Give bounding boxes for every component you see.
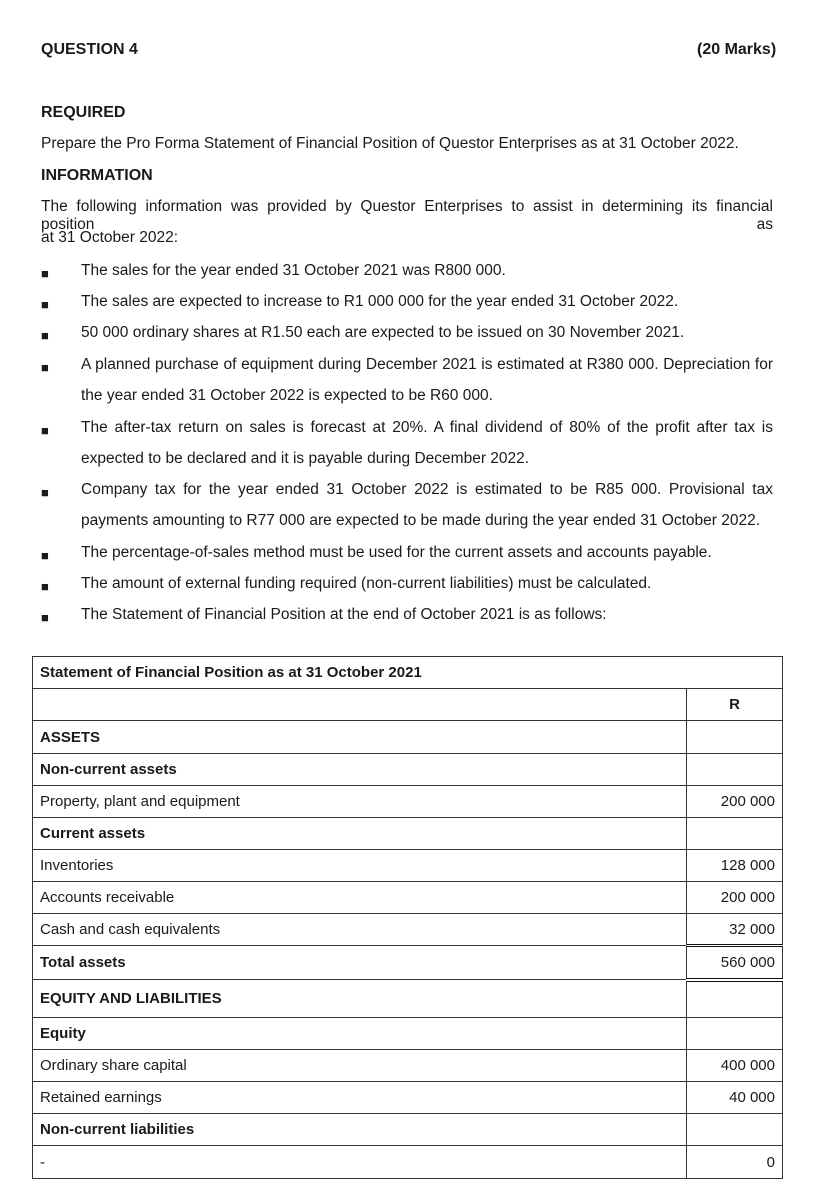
table-row [33,914,783,946]
table-row [33,1082,783,1114]
table-row [33,1114,783,1146]
header-label-cell [33,689,687,721]
bullet-icon: ■ [41,297,49,312]
row-value [687,754,783,786]
question-number: QUESTION 4 [41,41,138,58]
row-label: Inventories [33,850,687,882]
table-row [33,721,783,754]
row-label: EQUITY AND LIABILITIES [33,980,687,1018]
bullet-item: Company tax for the year ended 31 October 2022 is estimated to be R85 000. Provisional tax payments amounting to R77 000 are expected to be made during the year ended 31 October 2022. [81,481,773,529]
row-value: 560 000 [687,946,783,980]
bullet-item: The percentage-of-sales method must be used for the current assets and accounts payable. [81,544,712,561]
table-row [33,850,783,882]
bullet-item: The sales are expected to increase to R1 000 000 for the year ended 31 October 2022. [81,293,679,310]
row-label: Non-current liabilities [33,1114,687,1146]
table-row [33,1018,783,1050]
marks-label: (20 Marks) [697,41,777,58]
row-value: 0 [687,1146,783,1179]
bullet-item: The amount of external funding required (non-current liabilities) must be calculated. [81,575,652,592]
bullet-item: 50 000 ordinary shares at R1.50 each are expected to be issued on 30 November 2021. [81,324,685,341]
financial-position-table [32,656,783,1179]
bullet-icon: ■ [41,328,49,343]
table-row [33,980,783,1018]
row-label: Cash and cash equivalents [33,914,687,946]
table-row [33,1050,783,1082]
required-text: Prepare the Pro Forma Statement of Financial Position of Questor Enterprises as at 31 October 2022. [41,135,739,152]
table-row [33,882,783,914]
bullet-icon: ■ [41,266,49,281]
row-label: Property, plant and equipment [33,786,687,818]
row-label: Retained earnings [33,1082,687,1114]
row-value: 200 000 [687,786,783,818]
row-value [687,1114,783,1146]
row-value [687,818,783,850]
table-row [33,818,783,850]
row-value: 32 000 [687,914,783,946]
table-row-total [33,946,783,980]
row-label: Accounts receivable [33,882,687,914]
information-heading: INFORMATION [41,167,153,184]
bullet-icon: ■ [41,485,49,500]
row-label: Non-current assets [33,754,687,786]
row-value: 128 000 [687,850,783,882]
row-value [687,1018,783,1050]
currency-header: R [687,689,783,721]
information-intro-line1: The following information was provided by Questor Enterprises to assist in determining its financial position as [41,198,773,233]
bullet-item: The sales for the year ended 31 October 2021 was R800 000. [81,262,506,279]
bullet-icon: ■ [41,548,49,563]
row-label: Equity [33,1018,687,1050]
row-value [687,721,783,754]
row-label: Total assets [33,946,687,980]
table-row [33,754,783,786]
table-title-row [33,657,783,689]
row-label: Current assets [33,818,687,850]
information-intro-line2: at 31 October 2022: [41,229,179,246]
bullet-icon: ■ [41,579,49,594]
bullet-icon: ■ [41,610,49,625]
row-label: - [33,1146,687,1179]
table-row [33,1146,783,1179]
required-heading: REQUIRED [41,104,126,121]
bullet-icon: ■ [41,360,49,375]
bullet-icon: ■ [41,423,49,438]
bullet-item: The Statement of Financial Position at the end of October 2021 is as follows: [81,606,607,623]
row-value: 400 000 [687,1050,783,1082]
table-title: Statement of Financial Position as at 31 October 2021 [33,657,783,689]
row-value [687,980,783,1018]
row-value: 200 000 [687,882,783,914]
row-label: ASSETS [33,721,687,754]
table-row [33,786,783,818]
bullet-item: The after-tax return on sales is forecast at 20%. A final dividend of 80% of the profit after tax is expected to be declared and it is payable during December 2022. [81,419,773,467]
row-value: 40 000 [687,1082,783,1114]
bullet-item: A planned purchase of equipment during December 2021 is estimated at R380 000. Depreciation for the year ended 31 October 2022 is expected to be R60 000. [81,356,773,404]
row-label: Ordinary share capital [33,1050,687,1082]
table-header-row [33,689,783,721]
